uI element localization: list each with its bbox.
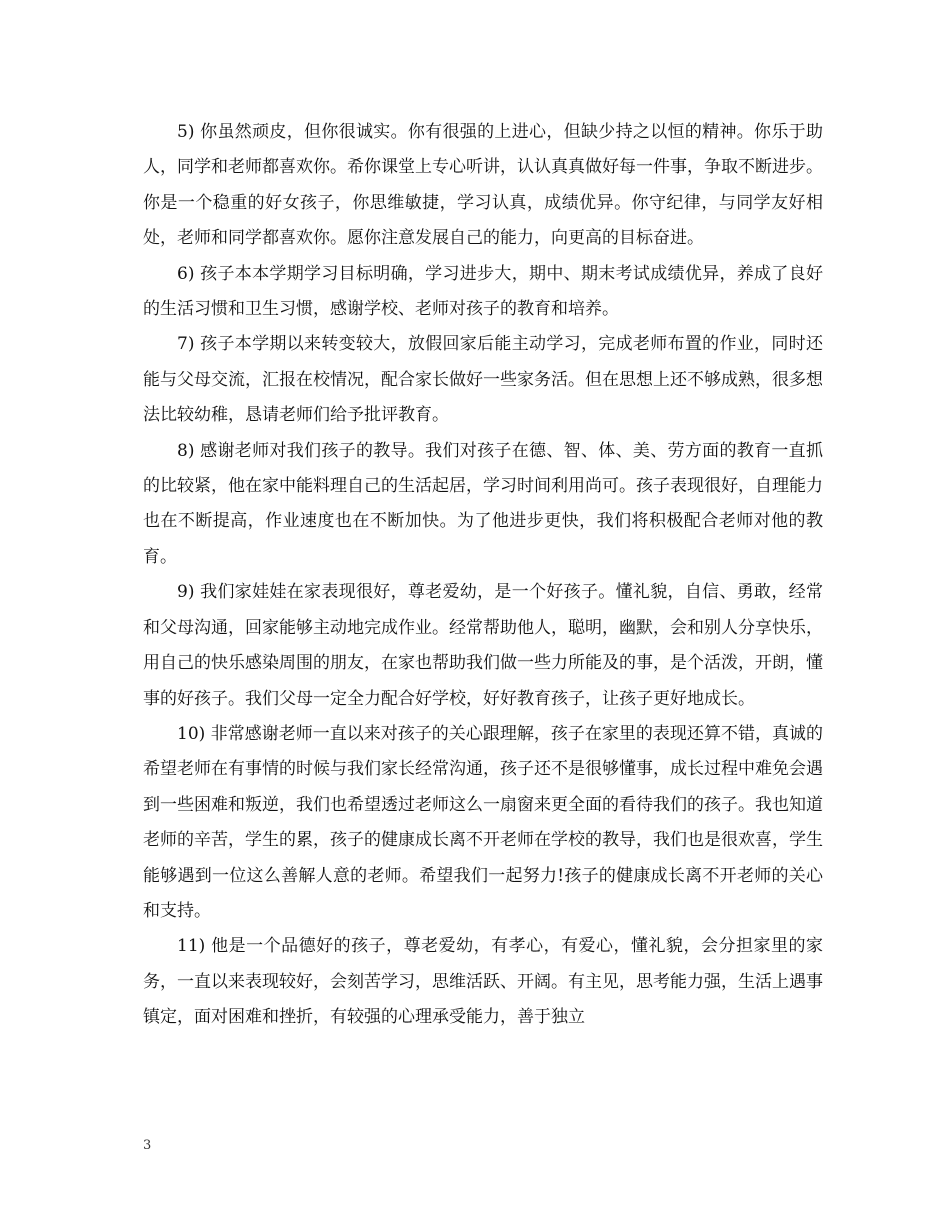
paragraph-6: 6) 孩子本本学期学习目标明确，学习进步大，期中、期末考试成绩优异，养成了良好的生活习惯和卫生习惯，感谢学校、老师对孩子的教育和培养。 [143,263,823,320]
paragraph-10: 10) 非常感谢老师一直以来对孩子的关心跟理解，孩子在家里的表现还算不错，真诚的希望老师在有事情的时候与我们家长经常沟通，孩子还不是很够懂事，成长过程中难免会遇到一些困难和叛逆，我们也希望透过老师这么一扇窗来更全面的看待我们的孩子。我也知道老师的辛苦，学生的累，孩子的健康成长离不开老师在学校的教导，我们也是很欢喜，学生能够遇到一位这么善解人意的老师。希望我们一起努力!孩子的健康成长离不开老师的关心和支持。 [143,723,823,921]
paragraph-11: 11) 他是一个品德好的孩子，尊老爱幼，有孝心，有爱心，懂礼貌，会分担家里的家务，一直以来表现较好，会刻苦学习，思维活跃、开阔。有主见，思考能力强，生活上遇事镇定，面对困难和挫折，有较强的心理承受能力，善于独立 [143,936,823,1028]
document-body [143,115,823,1036]
paragraph-5: 5) 你虽然顽皮，但你很诚实。你有很强的上进心，但缺少持之以恒的精神。你乐于助人，同学和老师都喜欢你。希你课堂上专心听讲，认认真真做好每一件事，争取不断进步。你是一个稳重的好女孩子，你思维敏捷，学习认真，成绩优异。你守纪律，与同学友好相处，老师和同学都喜欢你。愿你注意发展自己的能力，向更高的目标奋进。 [143,122,823,249]
paragraph-8: 8) 感谢老师对我们孩子的教导。我们对孩子在德、智、体、美、劳方面的教育一直抓的比较紧，他在家中能料理自己的生活起居，学习时间利用尚可。孩子表现很好，自理能力也在不断提高，作业速度也在不断加快。为了他进步更快，我们将积极配合老师对他的教育。 [143,440,823,567]
paragraph-9: 9) 我们家娃娃在家表现很好，尊老爱幼，是一个好孩子。懂礼貌，自信、勇敢，经常和父母沟通，回家能够主动地完成作业。经常帮助他人，聪明，幽默，会和别人分享快乐，用自己的快乐感染周围的朋友，在家也帮助我们做一些力所能及的事，是个活泼，开朗，懂事的好孩子。我们父母一定全力配合好学校，好好教育孩子，让孩子更好地成长。 [143,582,823,709]
paragraph-7: 7) 孩子本学期以来转变较大，放假回家后能主动学习，完成老师布置的作业，同时还能与父母交流，汇报在校情况，配合家长做好一些家务活。但在思想上还不够成熟，很多想法比较幼稚，恳请老师们给予批评教育。 [143,334,823,426]
page-number: 3 [143,1138,152,1153]
